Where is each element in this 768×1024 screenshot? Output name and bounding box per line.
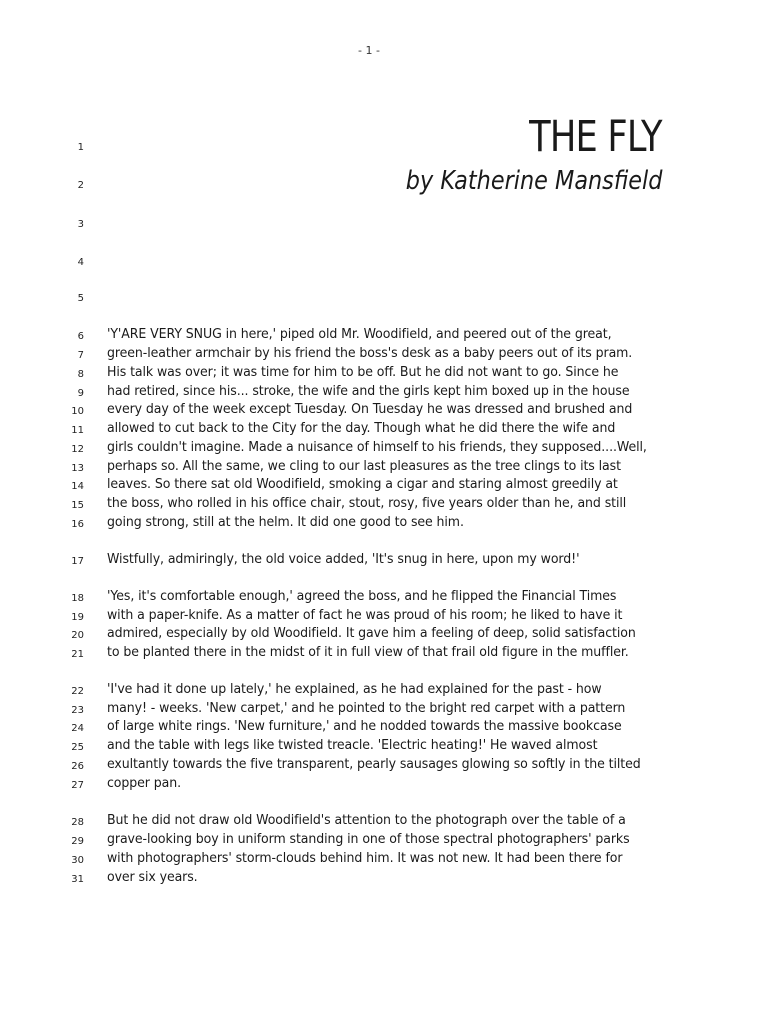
line-number: 15 <box>71 500 84 511</box>
text-line: exultantly towards the five transparent, pearly sausages glowing so softly in the tilted <box>107 756 641 772</box>
line-number: 21 <box>71 649 84 660</box>
text-line: every day of the week except Tuesday. On Tuesday he was dressed and brushed and <box>107 401 633 417</box>
line-number: 9 <box>77 388 84 399</box>
line-number: 17 <box>71 556 84 567</box>
line-number: 3 <box>77 219 84 230</box>
line-number: 7 <box>77 350 84 361</box>
line-number: 27 <box>71 780 84 791</box>
line-number: 1 <box>77 142 84 153</box>
page-number: - 1 - <box>358 44 380 57</box>
text-line: to be planted there in the midst of it in full view of that frail old figure in the muffler. <box>107 644 629 660</box>
text-line: girls couldn't imagine. Made a nuisance of himself to his friends, they supposed....Well, <box>107 439 647 455</box>
text-line: green-leather armchair by his friend the boss's desk as a baby peers out of its pram. <box>107 345 633 361</box>
text-line: Wistfully, admiringly, the old voice added, 'It's snug in here, upon my word!' <box>107 551 580 567</box>
text-line: His talk was over; it was time for him to be off. But he did not want to go. Since he <box>107 364 619 380</box>
text-line: admired, especially by old Woodifield. It gave him a feeling of deep, solid satisfaction <box>107 625 636 641</box>
line-number: 19 <box>71 612 84 623</box>
line-number: 10 <box>71 406 84 417</box>
line-number: 13 <box>71 463 84 474</box>
line-number: 23 <box>71 705 84 716</box>
text-line: 'Y'ARE VERY SNUG in here,' piped old Mr. Woodifield, and peered out of the great, <box>107 326 612 342</box>
text-line: 'Yes, it's comfortable enough,' agreed the boss, and he flipped the Financial Times <box>107 588 617 604</box>
line-number: 2 <box>77 180 84 191</box>
text-line: grave-looking boy in uniform standing in one of those spectral photographers' parks <box>107 831 630 847</box>
line-number: 25 <box>71 742 84 753</box>
line-number: 4 <box>77 257 84 268</box>
line-number: 8 <box>77 369 84 380</box>
text-line: copper pan. <box>107 775 181 791</box>
text-line: many! - weeks. 'New carpet,' and he pointed to the bright red carpet with a pattern <box>107 700 626 716</box>
line-number: 26 <box>71 761 84 772</box>
text-line: with a paper-knife. As a matter of fact he was proud of his room; he liked to have it <box>107 607 623 623</box>
line-number: 30 <box>71 855 84 866</box>
text-line: with photographers' storm-clouds behind him. It was not new. It had been there for <box>107 850 623 866</box>
line-number: 29 <box>71 836 84 847</box>
line-number: 24 <box>71 723 84 734</box>
line-number: 31 <box>71 874 84 885</box>
line-number: 28 <box>71 817 84 828</box>
line-number: 11 <box>71 425 84 436</box>
text-line: the boss, who rolled in his office chair, stout, rosy, five years older than he, and still <box>107 495 627 511</box>
text-line: had retired, since his... stroke, the wife and the girls kept him boxed up in the house <box>107 383 630 399</box>
text-line: going strong, still at the helm. It did one good to see him. <box>107 514 464 530</box>
story-byline: by Katherine Mansfield <box>405 166 662 196</box>
text-line: perhaps so. All the same, we cling to our last pleasures as the tree clings to its last <box>107 458 621 474</box>
line-number: 20 <box>71 630 84 641</box>
line-number: 6 <box>77 331 84 342</box>
text-line: and the table with legs like twisted treacle. 'Electric heating!' He waved almost <box>107 737 598 753</box>
text-line: of large white rings. 'New furniture,' and he nodded towards the massive bookcase <box>107 718 622 734</box>
text-line: 'I've had it done up lately,' he explained, as he had explained for the past - how <box>107 681 602 697</box>
story-title: THE FLY <box>529 112 662 162</box>
text-line: But he did not draw old Woodifield's attention to the photograph over the table of a <box>107 812 626 828</box>
text-line: allowed to cut back to the City for the day. Though what he did there the wife and <box>107 420 616 436</box>
text-line: leaves. So there sat old Woodifield, smoking a cigar and staring almost greedily at <box>107 476 618 492</box>
line-number: 12 <box>71 444 84 455</box>
line-number: 22 <box>71 686 84 697</box>
line-number: 18 <box>71 593 84 604</box>
text-line: over six years. <box>107 869 198 885</box>
line-number: 5 <box>77 293 84 304</box>
line-number: 14 <box>71 481 84 492</box>
line-number: 16 <box>71 519 84 530</box>
